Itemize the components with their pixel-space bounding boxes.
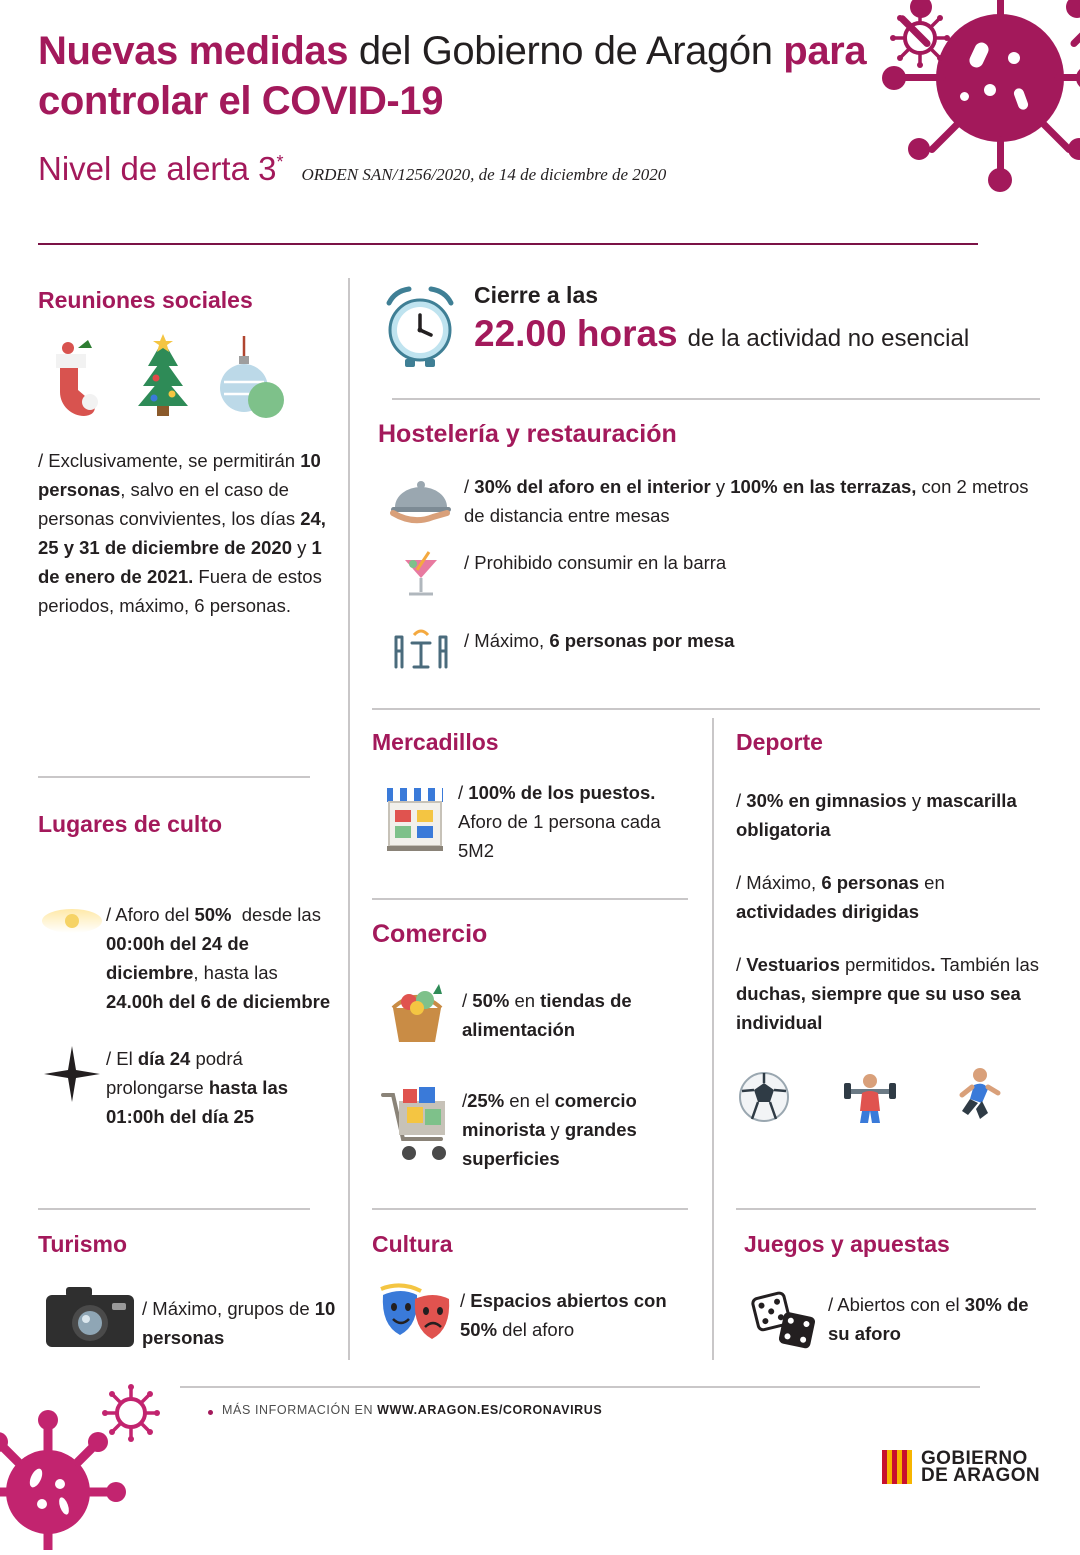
virus-decoration-small-top: [890, 8, 950, 68]
cocktail-icon: [378, 548, 464, 602]
commerce-item-2: [372, 1078, 692, 1173]
section-comercio: [372, 920, 692, 1173]
title-middle: del Gobierno de Aragón: [348, 29, 784, 73]
sport-icons: [736, 1065, 1044, 1125]
section-cultura: [372, 1230, 692, 1352]
virus-small-bottom-icon: [100, 1382, 162, 1444]
section-reuniones-sociales: [38, 286, 328, 620]
gobierno-line1: GOBIERNO: [920, 1448, 1028, 1469]
order-reference: ORDEN SAN/1256/2020, de 14 de diciembre de 2020: [301, 165, 667, 184]
section-title-social: Reuniones sociales: [38, 287, 253, 313]
rule-worship-tourism: [38, 1208, 310, 1210]
culture-item: [372, 1280, 692, 1352]
gobierno-de-aragon-logo: [882, 1450, 1040, 1484]
hospitality-text-2: / Prohibido consumir en la barra: [464, 552, 727, 573]
footer-url[interactable]: WWW.ARAGON.ES/CORONAVIRUS: [377, 1403, 603, 1417]
alert-level-asterisk: *: [276, 152, 284, 172]
section-deporte: [736, 728, 1044, 1125]
theatre-masks-icon: [372, 1280, 460, 1352]
sport-text-1: / 30% en gimnasios y mascarilla obligatoria: [736, 790, 1017, 840]
hospitality-item-3: [378, 620, 1044, 676]
closing-hours: 22.00 horas: [474, 313, 678, 354]
alarm-clock-icon: [372, 278, 468, 374]
tourism-text: / Máximo, grupos de 10 personas: [142, 1298, 336, 1348]
section-title-gambling: Juegos y apuestas: [744, 1231, 950, 1257]
footer-info: [222, 1403, 602, 1417]
aragon-flag-icon: [882, 1450, 912, 1484]
page-title: [38, 26, 868, 126]
camera-icon: [38, 1280, 142, 1356]
hospitality-text-3: / Máximo, 6 personas por mesa: [464, 630, 735, 651]
soccer-ball-icon: [736, 1069, 792, 1125]
social-text: / Exclusivamente, se permitirán 10 personas, salvo en el caso de personas convivientes, los días 24, 25 y 31 de diciembre de 2020 y 1 de enero de 2021. Fuera de estos periodos, máximo, 6 personas.: [38, 450, 326, 616]
weightlifting-icon: [840, 1069, 900, 1125]
table-chairs-icon: [378, 620, 464, 676]
worship-text-1: / Aforo del 50% desde las 00:00h del 24 de diciembre, hasta las 24.00h del 6 de diciembre: [106, 904, 331, 1012]
commerce-text-2: /25% en el comercio minorista y grandes superficies: [462, 1090, 637, 1169]
closing-item: [372, 278, 1044, 374]
section-turismo: [38, 1230, 338, 1356]
title-highlight-2: para controlar el COVID-19: [38, 29, 867, 123]
rule-closing-hospitality: [392, 398, 1040, 400]
sport-text-2: / Máximo, 6 personas en actividades dirigidas: [736, 872, 945, 922]
virus-small-icon: [890, 8, 950, 68]
section-title-sport: Deporte: [736, 729, 823, 755]
header-divider: [38, 243, 978, 245]
star-icon: [38, 1044, 106, 1104]
market-stall-icon: [372, 778, 458, 858]
markets-item: [372, 778, 688, 865]
section-cierre: [372, 278, 1044, 374]
footer-info-prefix: MÁS INFORMACIÓN EN: [222, 1403, 378, 1417]
hospitality-text-1: / 30% del aforo en el interior y 100% en las terrazas, con 2 metros de distancia entre mesas: [464, 476, 1029, 526]
sunrise-icon: [38, 900, 106, 940]
alert-level: [38, 150, 283, 188]
sport-text-3: / Vestuarios permitidos. También las duchas, siempre que su uso sea individual: [736, 954, 1040, 1033]
rule-markets-commerce: [372, 898, 688, 900]
section-title-commerce: Comercio: [372, 920, 488, 948]
virus-decoration-top-right: [880, 0, 1080, 220]
footer-bullet: [208, 1410, 213, 1415]
closing-rest: de la actividad no esencial: [687, 325, 970, 352]
gambling-text: / Abiertos con el 30% de su aforo: [828, 1294, 1029, 1344]
social-icons: [38, 332, 328, 424]
culture-text: / Espacios abiertos con 50% del aforo: [460, 1290, 667, 1340]
gambling-item: [744, 1280, 1044, 1354]
title-highlight-1: Nuevas medidas: [38, 29, 349, 73]
section-title-worship: Lugares de culto: [38, 811, 223, 837]
section-juegos-apuestas: [744, 1230, 1044, 1354]
running-icon: [948, 1065, 1002, 1125]
footer-divider: [180, 1386, 980, 1388]
worship-item-1: [38, 900, 338, 1016]
section-title-markets: Mercadillos: [372, 729, 499, 755]
worship-item-2: [38, 1044, 338, 1131]
rule-sport-gambling: [736, 1208, 1036, 1210]
virus-decoration-bottom-small: [100, 1382, 162, 1444]
tourism-item: [38, 1280, 338, 1356]
christmas-stocking-icon: [38, 332, 112, 424]
section-title-hospitality: Hostelería y restauración: [378, 420, 677, 448]
rule-commerce-culture: [372, 1208, 688, 1210]
section-lugares-de-culto: [38, 810, 338, 1131]
shopping-cart-icon: [372, 1078, 462, 1170]
gobierno-line2: DE ARAGON: [920, 1465, 1040, 1486]
commerce-item-1: [372, 976, 692, 1052]
section-title-culture: Cultura: [372, 1231, 453, 1257]
column-divider-left: [348, 278, 350, 1360]
dice-icon: [744, 1280, 828, 1354]
christmas-tree-icon: [126, 332, 200, 424]
section-hosteleria: [378, 420, 1044, 676]
rule-social-worship: [38, 776, 310, 778]
rule-hospitality-markets: [372, 708, 1040, 710]
closing-line1: Cierre a las: [474, 282, 599, 308]
christmas-bauble-icon: [214, 332, 288, 424]
food-cover-icon: [378, 472, 464, 528]
shopping-basket-icon: [372, 976, 462, 1052]
subtitle-row: [38, 150, 868, 188]
section-mercadillos: [372, 728, 688, 865]
header: [38, 26, 868, 188]
hospitality-item-2: [378, 548, 1044, 602]
markets-text: / 100% de los puestos. Aforo de 1 persona cada 5M2: [458, 782, 661, 861]
section-title-tourism: Turismo: [38, 1231, 128, 1257]
column-divider-right: [712, 718, 714, 1360]
worship-text-2: / El día 24 podrá prolongarse hasta las 01:00h del día 25: [106, 1048, 289, 1127]
commerce-text-1: / 50% en tiendas de alimentación: [462, 990, 632, 1040]
alert-level-text: Nivel de alerta 3: [38, 150, 277, 187]
gobierno-text: [921, 1450, 1040, 1484]
hospitality-item-1: [378, 472, 1044, 530]
